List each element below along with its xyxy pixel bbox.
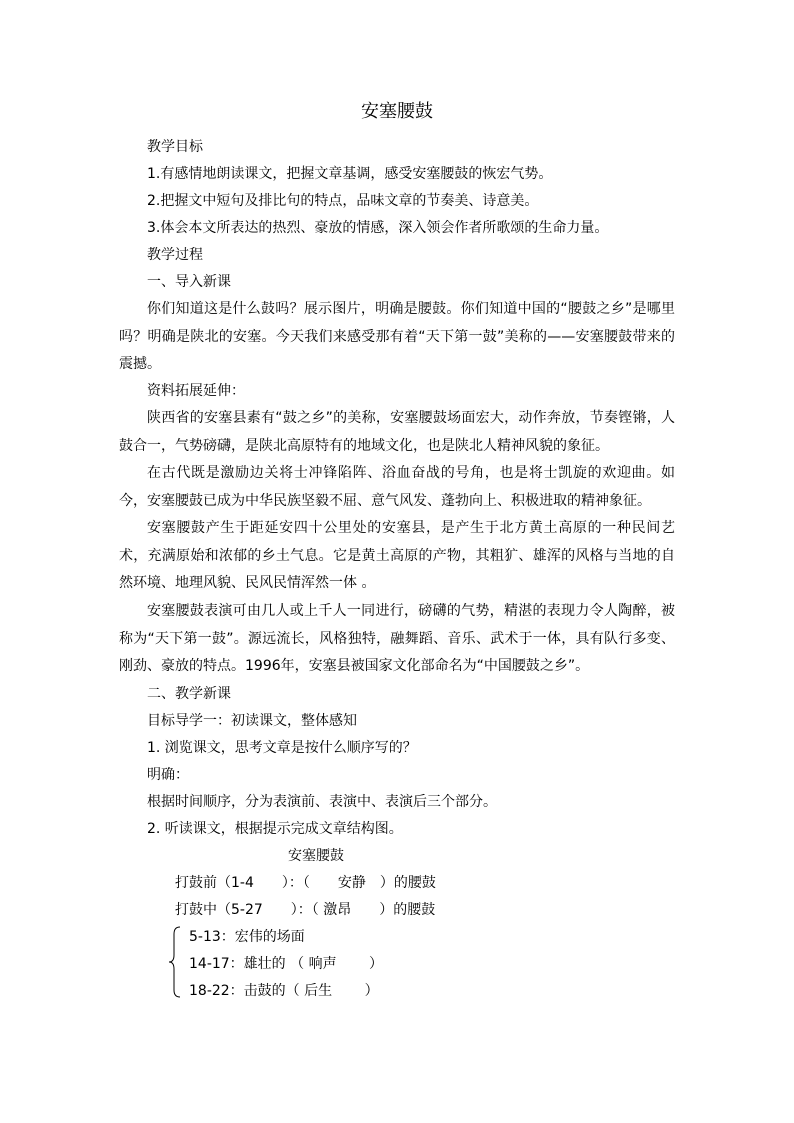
structure-sub-2: 14-17：雄壮的 （ 响声 ） <box>189 956 384 972</box>
structure-title: 安塞腰鼓 <box>288 848 344 864</box>
structure-before: 打鼓前（1-4 ）：（ 安静 ）的腰鼓 <box>175 875 436 891</box>
goal-item-3: 3.体会本文所表达的热烈、豪放的情感，深入领会作者所歌颂的生命力量。 <box>147 220 609 236</box>
material-paragraph-2: 在古代既是激励边关将士冲锋陷阵、浴血奋战的号角，也是将士凯旋的欢迎曲。如今，安塞腰鼓已成为中华民族坚毅不屈、意气风发、蓬勃向上、积极进取的精神象征。 <box>119 465 675 509</box>
goal-item-2: 2.把握文中短句及排比句的特点，品味文章的节奏美、诗意美。 <box>147 193 539 209</box>
structure-sub-1: 5-13：宏伟的场面 <box>189 929 305 945</box>
guide-1-heading: 目标导学一：初读课文，整体感知 <box>147 713 357 729</box>
process-heading: 教学过程 <box>147 247 203 263</box>
section-2-heading: 二、教学新课 <box>147 686 231 702</box>
document-title: 安塞腰鼓 <box>361 101 433 122</box>
question-2: 2. 听读课文，根据提示完成文章结构图。 <box>147 821 403 837</box>
intro-paragraph: 你们知道这是什么鼓吗？展示图片，明确是腰鼓。你们知道中国的“腰鼓之乡”是哪里吗？明确是陕北的安塞。今天我们来感受那有着“天下第一鼓”美称的——安塞腰鼓带来的震撼。 <box>119 301 675 373</box>
left-brace-icon <box>168 926 182 998</box>
material-heading: 资料拓展延伸： <box>147 383 245 399</box>
material-paragraph-1: 陕西省的安塞县素有“鼓之乡”的美称，安塞腰鼓场面宏大，动作奔放，节奏铿锵，人鼓合一，气势磅礴，是陕北高原特有的地域文化，也是陕北人精神风貌的象征。 <box>119 410 675 454</box>
question-1: 1. 浏览课文，思考文章是按什么顺序写的？ <box>147 740 417 756</box>
material-paragraph-4: 安塞腰鼓表演可由几人或上千人一同进行，磅礴的气势，精湛的表现力令人陶醉，被称为“天下第一鼓”。源远流长，风格独特，融舞蹈、音乐、武术于一体，具有队行多变、刚劲、豪放的特点。1996年，安塞县被国家文化部命名为“中国腰鼓之乡”。 <box>119 603 675 675</box>
goal-item-1: 1.有感情地朗读课文，把握文章基调，感受安塞腰鼓的恢宏气势。 <box>147 166 553 182</box>
material-paragraph-3: 安塞腰鼓产生于距延安四十公里处的安塞县，是产生于北方黄土高原的一种民间艺术，充满原始和浓郁的乡土气息。它是黄土高原的产物，其粗犷、雄浑的风格与当地的自然环境、地理风貌、民风民情浑然一体 。 <box>119 520 675 592</box>
clarify-label: 明确： <box>147 767 189 783</box>
section-1-heading: 一、导入新课 <box>147 274 231 290</box>
structure-during: 打鼓中（5-27 ）：（ 激昂 ）的腰鼓 <box>175 902 436 918</box>
answer-1: 根据时间顺序，分为表演前、表演中、表演后三个部分。 <box>147 794 497 810</box>
structure-sub-3: 18-22：击鼓的（ 后生 ） <box>189 983 379 999</box>
goals-heading: 教学目标 <box>147 139 203 155</box>
